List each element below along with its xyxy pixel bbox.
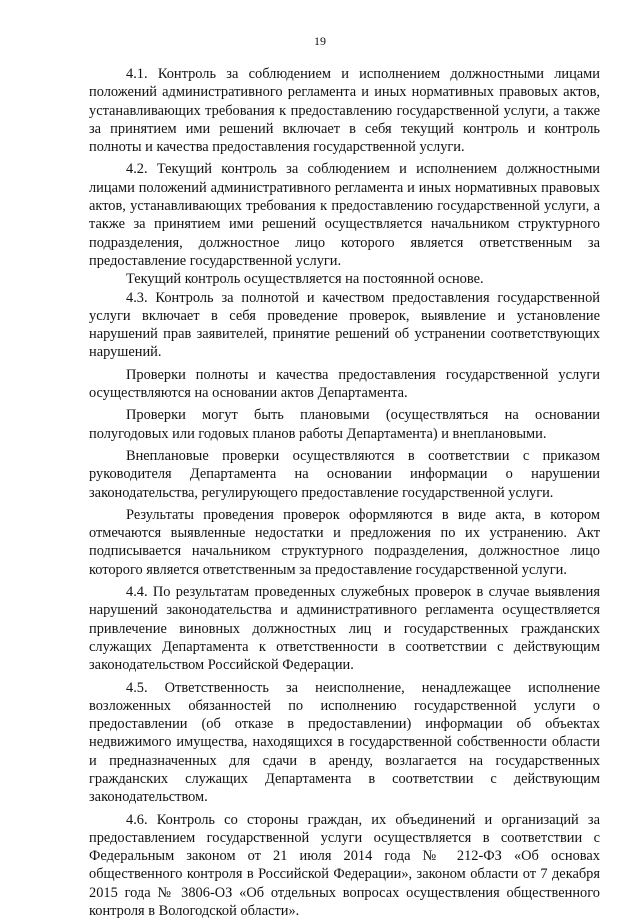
- paragraph-4-4: 4.4. По результатам проведенных служебных проверок в случае выявления нарушений законодательства и административного регламента осуществляется привлечение виновных должностных лиц и государственных гражданских служащих Департамента к ответственности в соответствии с действующим законодательством Российской Федерации.: [89, 584, 600, 674]
- paragraph-checks-types: Проверки могут быть плановыми (осуществляться на основании полугодовых или годовых планов работы Департамента) и внеплановыми.: [89, 407, 600, 442]
- paragraph-4-1: 4.1. Контроль за соблюдением и исполнением должностными лицами положений административного регламента и иных нормативных правовых актов, устанавливающих требования к предоставлению государственной услуги, а также за принятием ими решений включает в себя текущий контроль и контроль полноты и качества предоставления государственной услуги.: [89, 66, 600, 156]
- paragraph-4-3: 4.3. Контроль за полнотой и качеством предоставления государственной услуги включает в себя проведение проверок, выявление и установление нарушений прав заявителей, принятие решений об устранении соответствующих нарушений.: [89, 289, 600, 361]
- paragraph-4-5: 4.5. Ответственность за неисполнение, ненадлежащее исполнение возложенных обязанностей по исполнению государственной услуги о предоставлении (об отказе в предоставлении) информации об объектах недвижимого имущества, находящихся в государственной собственности области и предназначенных для сдачи в аренду, возлагается на государственных гражданских служащих Департамента в соответствии с действующим законодательством.: [89, 679, 600, 806]
- document-body: [89, 65, 600, 920]
- paragraph-4-6: 4.6. Контроль со стороны граждан, их объединений и организаций за предоставлением государственной услуги осуществляется в соответствии с Федеральным законом от 21 июля 2014 года № 212-ФЗ «Об основах общественного контроля в Российской Федерации», законом области от 7 декабря 2015 года № 3806-ОЗ «Об отдельных вопросах осуществления общественного контроля в Вологодской области».: [89, 811, 600, 920]
- paragraph-unplanned-checks: Внеплановые проверки осуществляются в соответствии с приказом руководителя Департамента на основании информации о нарушении законодательства, регулирующего предоставление государственной услуги.: [89, 447, 600, 501]
- paragraph-check-results: Результаты проведения проверок оформляются в виде акта, в котором отмечаются выявленные недостатки и предложения по их устранению. Акт подписывается начальником структурного подразделения, должностное лицо которого является ответственным за предоставление государственной услуги.: [89, 506, 600, 578]
- page-number: 19: [314, 34, 326, 48]
- paragraph-current-control: Текущий контроль осуществляется на постоянной основе.: [126, 271, 484, 288]
- paragraph-4-2: 4.2. Текущий контроль за соблюдением и исполнением должностными лицами положений административного регламента и иных нормативных правовых актов, устанавливающих требования к предоставлению государственной услуги, а также за принятием ими решений осуществляется начальником структурного подразделения, должностное лицо которого является ответственным за предоставление государственной услуги.: [89, 161, 600, 269]
- paragraph-checks-basis: Проверки полноты и качества предоставления государственной услуги осуществляются на основании актов Департамента.: [89, 366, 600, 402]
